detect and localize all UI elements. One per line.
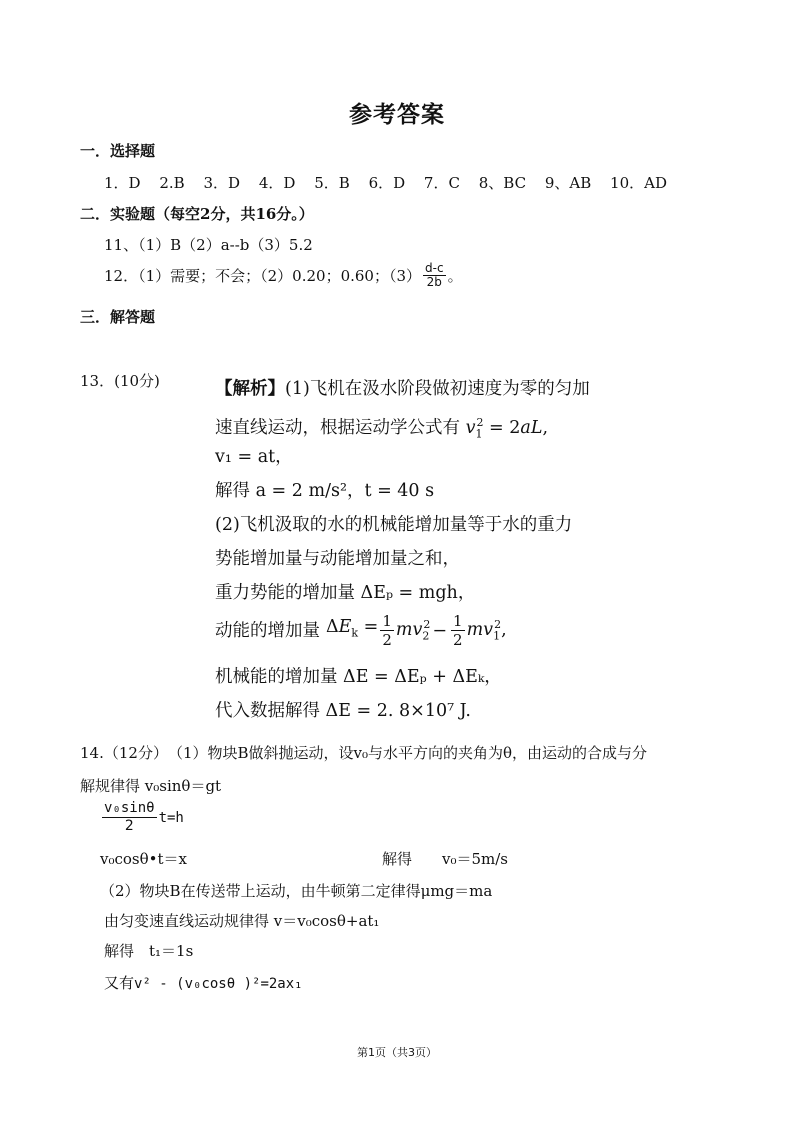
- answer-3: 3．D: [203, 174, 241, 192]
- q13-line-6: 势能增加量与动能增加量之和，: [215, 549, 460, 569]
- q13-line-9: 机械能的增加量 ΔE = ΔEₚ + ΔEₖ，: [215, 667, 502, 687]
- answer-9: 9、AB: [544, 174, 592, 192]
- answer-7: 7．C: [423, 174, 460, 192]
- answer-q11: 11、（1）B（2）a--b（3）5.2: [104, 236, 313, 254]
- q14-fraction-numerator: v₀sinθ: [104, 800, 155, 816]
- answer-6: 6．D: [368, 174, 406, 192]
- q13-line-5: (2)飞机汲取的水的机械能增加量等于水的重力: [215, 515, 573, 535]
- q12-suffix: 。: [447, 267, 463, 285]
- q14-line-8: 又有v² - (v₀cosθ )²=2ax₁: [104, 974, 303, 992]
- answer-4: 4．D: [258, 174, 296, 192]
- q14-line-1: 14.（12分） （1）物块B做斜抛运动，设v₀与水平方向的夹角为θ，由运动的合成与分: [80, 744, 648, 762]
- q14-line-3: $\frac{\text{v₀sinθ}}{2}$ t=h: [104, 800, 184, 834]
- q13-line-7: 重力势能的增加量 ΔEₚ = mgh，: [215, 583, 476, 603]
- answer-8: 8、BC: [478, 174, 527, 192]
- q13-line-3: v₁ = at，: [215, 447, 293, 467]
- q14-line-6: 由匀变速直线运动规律得 v＝v₀cosθ+at₁: [104, 912, 380, 930]
- half-fraction: $\frac{1}{2}$: [382, 612, 392, 650]
- q14-line-2: 解规律得 v₀sinθ＝gt: [80, 777, 222, 795]
- q14-fraction: [102, 800, 157, 835]
- q14-line-4-result: 解得 v₀＝5m/s: [382, 850, 509, 868]
- section-heading-choice: 一．选择题: [80, 142, 156, 160]
- q12-fraction-numerator: d-c: [425, 261, 444, 275]
- answer-q12: [104, 262, 463, 289]
- q12-text: 12．（1）需要；不会；（2）0.20；0.60；（3）: [104, 267, 422, 285]
- q14-line-4: v₀cosθ•t＝x: [100, 850, 187, 868]
- q14-line-5: （2）物块B在传送带上运动，由牛顿第二定律得μmg＝ma: [100, 882, 493, 900]
- q14-fraction-denominator: 2: [124, 818, 134, 834]
- half-fraction: $\frac{1}{2}$: [453, 612, 463, 650]
- q13-line-2: 速直线运动，根据运动学公式有 $v_1^2 = 2aL$,: [215, 416, 549, 441]
- q13-line-1: 【解析】(1)飞机在汲水阶段做初速度为零的匀加: [215, 379, 590, 399]
- section-heading-experiment: 二．实验题（每空2分，共16分。）: [80, 205, 314, 223]
- q13-analysis-tag: 【解析】: [215, 379, 285, 399]
- q13-line-8: 动能的增加量 $\Delta E_k$ = $\frac{1}{2}$ $mv_2^2$ − $\frac{1}{2}$ $mv_1^2$,: [215, 612, 507, 650]
- q12-fraction: [423, 262, 446, 289]
- answer-10: 10．AD: [610, 174, 667, 192]
- answer-1: 1．D: [104, 174, 141, 192]
- answer-5: 5．B: [314, 174, 350, 192]
- q13-label: 13．(10分): [80, 372, 160, 390]
- q14-line-7: 解得 t₁＝1s: [104, 942, 194, 960]
- q13-line-4: 解得 a = 2 m/s²，t = 40 s: [215, 481, 435, 501]
- choice-answers-row: [104, 172, 681, 193]
- page-title: 参考答案: [349, 101, 445, 128]
- section-heading-solutions: 三．解答题: [80, 308, 156, 326]
- page-footer: 第1页（共3页）: [357, 1046, 437, 1059]
- q12-fraction-denominator: 2b: [426, 275, 442, 289]
- answer-2: 2.B: [159, 174, 185, 192]
- q13-line-10: 代入数据解得 ΔE = 2. 8×10⁷ J.: [215, 701, 471, 721]
